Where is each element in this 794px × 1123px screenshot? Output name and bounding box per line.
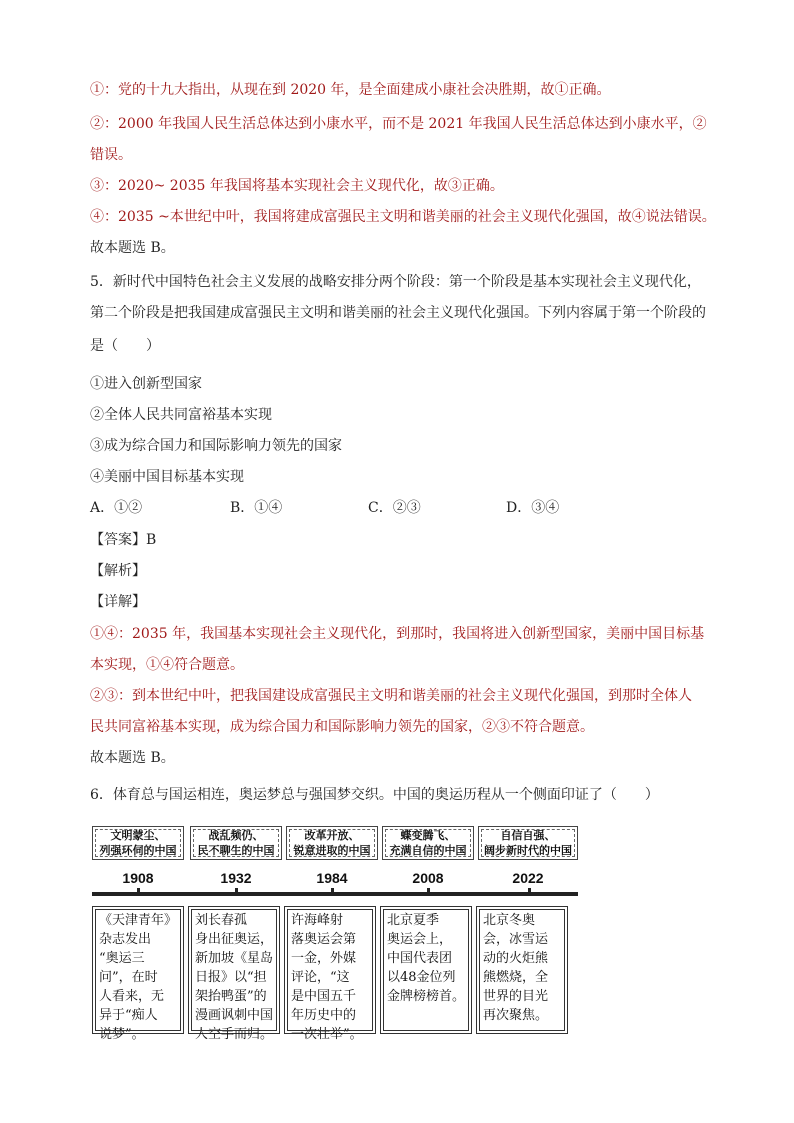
q5-detail-2a: ②③：到本世纪中叶，把我国建设成富强民主文明和谐美丽的社会主义现代化强国，到那时全体人 [90, 688, 692, 704]
analysis-line-2: ②：2000 年我国人民生活总体达到小康水平，而不是 2021 年我国人民生活总体达到小康水平，② [90, 116, 707, 132]
era-box-3: 改革开放、 锐意进取的中国 [286, 826, 378, 860]
year-label-4: 2008 [412, 870, 444, 886]
year-label-5: 2022 [512, 870, 544, 886]
q5-detail-label: 【详解】 [90, 594, 146, 610]
year-label-2: 1932 [220, 870, 252, 886]
q5-stem-2: 第二个阶段是把我国建成富强民主文明和谐美丽的社会主义现代化强国。下列内容属于第一个阶段的 [90, 305, 706, 321]
q5-option-c: C．②③ [368, 500, 421, 516]
q5-option-b: B．①④ [230, 500, 283, 516]
year-label-3: 1984 [316, 870, 348, 886]
timeline-tick [427, 888, 430, 896]
timeline-tick [331, 888, 334, 896]
analysis-line-3: ③：2020~ 2035 年我国将基本实现社会主义现代化，故③正确。 [90, 178, 504, 194]
q5-stem-1: 5．新时代中国特色社会主义发展的战略安排分两个阶段：第一个阶段是基本实现社会主义现代化， [90, 274, 701, 290]
q5-item-2: ②全体人民共同富裕基本实现 [90, 407, 272, 423]
q5-analysis-label: 【解析】 [90, 563, 146, 579]
q5-stem-3: 是（ ） [90, 338, 160, 354]
analysis-conclusion: 故本题选 B。 [90, 240, 175, 256]
q5-detail-1a: ①④：2035 年，我国基本实现社会主义现代化，到那时，我国将进入创新型国家，美丽中国目标基 [90, 626, 705, 642]
event-card-2008: 北京夏季 奥运会上， 中国代表团 以48金位列 金牌榜榜首。 [380, 906, 472, 1034]
q5-item-1: ①进入创新型国家 [90, 376, 202, 392]
era-box-4: 蝶变腾飞、 充满自信的中国 [382, 826, 474, 860]
analysis-line-2b: 错误。 [90, 147, 132, 163]
event-card-1984: 许海峰射 落奥运会第 一金，外媒 评论，“这 是中国五千 年历史中的 一次壮举”。 [284, 906, 376, 1034]
era-box-1: 文明蒙尘、 列强环伺的中国 [92, 826, 184, 860]
era-box-2: 战乱频仍、 民不聊生的中国 [190, 826, 282, 860]
timeline-tick [235, 888, 238, 896]
q5-option-d: D．③④ [506, 500, 560, 516]
q5-detail-1b: 本实现，①④符合题意。 [90, 657, 244, 673]
timeline-axis [92, 892, 578, 896]
timeline-tick [528, 888, 531, 896]
year-label-1: 1908 [122, 870, 154, 886]
q5-detail-2b: 民共同富裕基本实现，成为综合国力和国际影响力领先的国家，②③不符合题意。 [90, 719, 594, 735]
olympic-timeline [92, 826, 582, 1042]
era-box-5: 自信自强、 阔步新时代的中国 [478, 826, 578, 860]
analysis-line-4: ④：2035 ~本世纪中叶，我国将建成富强民主文明和谐美丽的社会主义现代化强国，故④说法错误。 [90, 209, 716, 225]
event-card-1932: 刘长春孤 身出征奥运， 新加坡《星岛 日报》以“担 架抬鸭蛋”的 漫画讽刺中国 人空手而归。 [188, 906, 280, 1034]
q6-stem: 6．体育总与国运相连，奥运梦总与强国梦交织。中国的奥运历程从一个侧面印证了（ ） [90, 787, 659, 803]
event-card-1908: 《天津青年》 杂志发出 “奥运三 问”，在时 人看来，无 异于“痴人 说梦”。 [92, 906, 184, 1034]
event-card-2022: 北京冬奥 会，冰雪运 动的火炬熊 熊燃烧，全 世界的目光 再次聚焦。 [476, 906, 568, 1034]
q5-option-a: A．①② [90, 500, 143, 516]
q5-item-4: ④美丽中国目标基本实现 [90, 469, 244, 485]
q5-item-3: ③成为综合国力和国际影响力领先的国家 [90, 438, 342, 454]
timeline-tick [137, 888, 140, 896]
analysis-line-1: ①：党的十九大指出，从现在到 2020 年，是全面建成小康社会决胜期，故①正确。 [90, 82, 611, 98]
q5-answer: 【答案】B [90, 532, 157, 548]
q5-conclusion: 故本题选 B。 [90, 750, 175, 766]
